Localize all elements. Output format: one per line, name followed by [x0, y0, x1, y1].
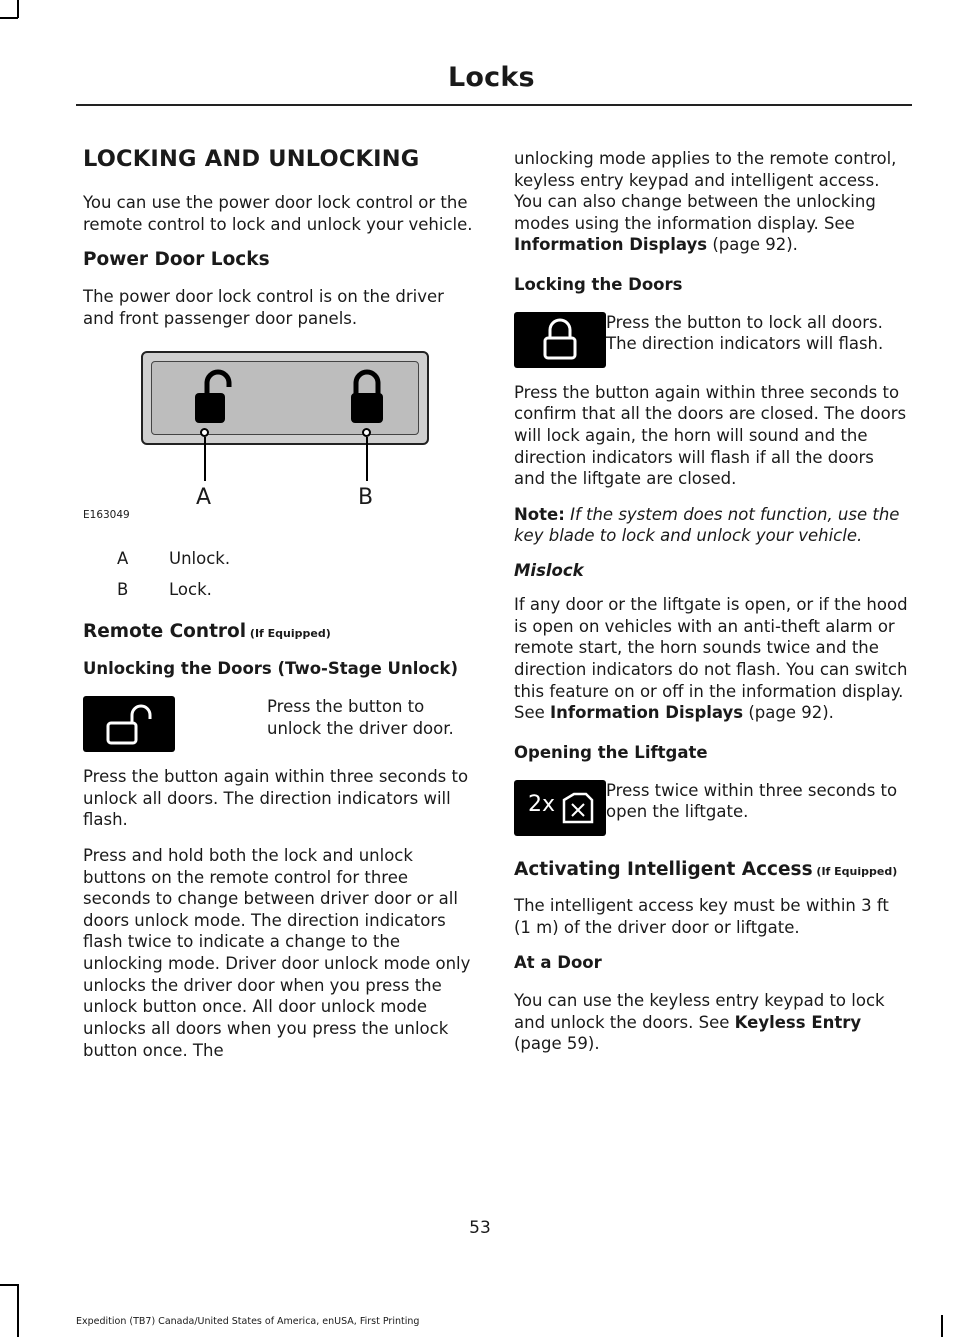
mislock-paragraph: If any door or the liftgate is open, or if the hood is open on vehicles with an anti-theft alarm or remote start, the horn sounds twice and the direction indicators do not flash. You can switch this feature on or off in the information display. See Information Displays (page 92). [514, 595, 908, 723]
page-title: Locks [448, 62, 535, 93]
callout-line-a [204, 437, 206, 481]
at-a-door-text: You can use the keyless entry keypad to lock and unlock the doors. See Keyless Entry (page 59). [514, 991, 885, 1054]
door-lock-control-figure [83, 343, 477, 553]
page-number: 53 [469, 1218, 491, 1238]
power-door-locks-text: The power door lock control is on the driver and front passenger door panels. [83, 287, 444, 328]
callout-label-b: B [358, 485, 374, 511]
lock-instruction [514, 312, 910, 368]
intelligent-access-heading: Activating Intelligent Access (If Equipped) [514, 858, 898, 880]
intro-text: You can use the power door lock control or the remote control to lock and unlock your vehicle. [83, 193, 473, 234]
legend-key: B [117, 580, 129, 600]
intelligent-access-text: The intelligent access key must be within 3 ft (1 m) of the driver door or liftgate. [514, 896, 889, 937]
unlock-icon-text: Press the button to unlock the driver door. [267, 697, 454, 738]
liftgate-2x-label: 2x [528, 791, 556, 817]
opening-liftgate-heading: Opening the Liftgate [514, 742, 708, 762]
header-divider [76, 104, 912, 106]
note-paragraph: Note: If the system does not function, use the key blade to lock and unlock your vehicle. [514, 504, 900, 546]
unlock-icon [193, 369, 237, 427]
crop-mark [0, 1284, 18, 1286]
remote-control-heading: Remote Control (If Equipped) [83, 621, 331, 643]
callout-line-b [366, 437, 368, 481]
information-displays-link[interactable]: Information Displays [514, 235, 708, 255]
crop-mark [17, 1284, 19, 1337]
power-door-locks-heading: Power Door Locks [83, 249, 270, 271]
unlock-mode-continued: unlocking mode applies to the remote control, keyless entry keypad and intelligent access. You can also change between the unlocking modes using the information display. See Information Displays (page 92). [514, 149, 897, 255]
legend-value: Unlock. [169, 549, 231, 569]
door-lock-panel [141, 351, 429, 445]
liftgate-icon-text: Press twice within three seconds to open the liftgate. [606, 780, 898, 822]
unlock-paragraph-2: Press and hold both the lock and unlock buttons on the remote control for three seconds to change between driver door or all doors unlock mode. The direction indicators flash twice to indicate a change to the unlocking mode. Driver door unlock mode only unlocks the driver door when you press the unlock button once. All door unlock mode unlocks all doors when you press the unlock button once. The [83, 846, 471, 1060]
crop-mark [0, 17, 18, 19]
locking-doors-heading: Locking the Doors [514, 275, 683, 295]
unlock-paragraph-1: Press the button again within three seconds to unlock all doors. The direction indicators will flash. [83, 767, 469, 830]
section-heading: LOCKING AND UNLOCKING [83, 146, 420, 172]
right-column [514, 148, 910, 1069]
lock-icon [349, 369, 385, 427]
lock-icon-text: Press the button to lock all doors. The direction indicators will flash. [606, 312, 884, 354]
legend-key: A [117, 549, 129, 569]
crop-mark [17, 0, 19, 18]
left-column [83, 146, 477, 1075]
remote-lock-icon [514, 312, 606, 368]
unlocking-doors-heading: Unlocking the Doors (Two-Stage Unlock) [83, 659, 458, 679]
callout-label-a: A [196, 485, 212, 511]
legend-row [83, 580, 477, 599]
mislock-heading: Mislock [514, 561, 584, 581]
keyless-entry-link[interactable]: Keyless Entry [734, 1012, 862, 1032]
crop-mark [941, 1315, 943, 1337]
figure-code: E163049 [83, 509, 130, 522]
liftgate-instruction [514, 780, 910, 836]
legend-value: Lock. [169, 580, 212, 600]
unlock-instruction [83, 696, 477, 752]
liftgate-icon [514, 780, 606, 836]
footer-text: Expedition (TB7) Canada/United States of America, enUSA, First Printing [76, 1316, 420, 1327]
lock-paragraph: Press the button again within three seconds to confirm that all the doors are closed. The doors will lock again, the horn will sound and the direction indicators will flash if all the doors and the liftgate are closed. [514, 382, 907, 489]
at-a-door-heading: At a Door [514, 953, 602, 973]
information-displays-link[interactable]: Information Displays [550, 703, 744, 723]
